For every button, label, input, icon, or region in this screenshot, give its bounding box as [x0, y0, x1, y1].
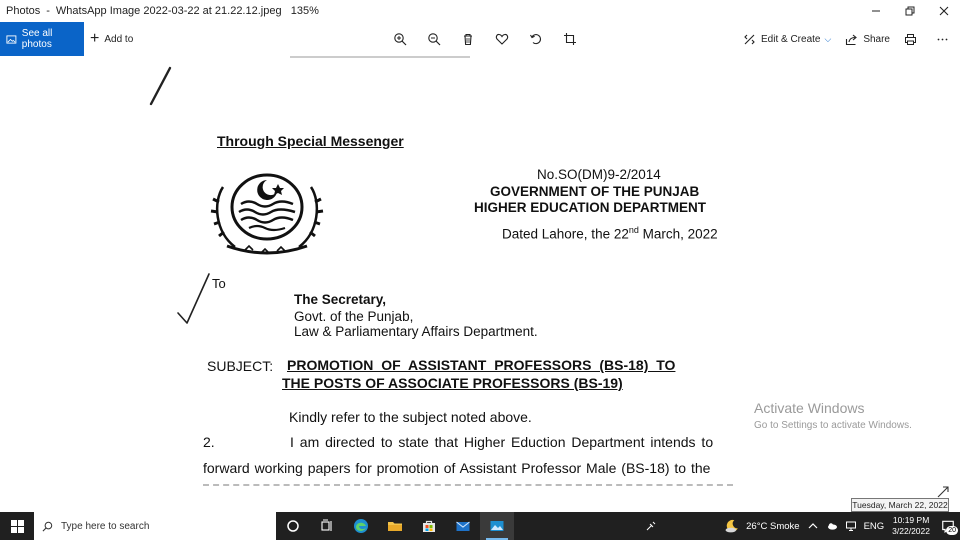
toolbar	[0, 22, 960, 56]
weather-text: 26°C Smoke	[746, 520, 800, 532]
language-text: ENG	[863, 520, 885, 532]
title-bar	[0, 0, 960, 22]
pen-workspace-button[interactable]	[645, 520, 657, 532]
cloud-icon	[826, 520, 838, 532]
windows-logo-icon	[11, 520, 24, 533]
activate-subtitle: Go to Settings to activate Windows.	[754, 420, 912, 431]
close-button[interactable]	[928, 0, 960, 22]
store-button[interactable]	[412, 512, 446, 540]
paragraph-1: Kindly refer to the subject noted above.	[289, 409, 532, 425]
delete-button[interactable]	[451, 22, 485, 56]
minimize-button[interactable]	[860, 0, 892, 22]
date-ordinal: nd	[628, 225, 639, 235]
see-all-photos-button[interactable]	[0, 22, 84, 56]
app-name: Photos	[6, 5, 41, 17]
crop-icon	[563, 32, 577, 46]
file-explorer-button[interactable]	[378, 512, 412, 540]
heart-icon	[495, 32, 509, 46]
date-suffix: March, 2022	[638, 226, 718, 242]
taskbar-clock[interactable]	[892, 515, 930, 537]
punjab-emblem-icon	[205, 162, 327, 262]
pen-mark-icon	[144, 66, 174, 106]
taskbar	[0, 512, 960, 540]
add-to-label: Add to	[104, 33, 134, 45]
activate-title: Activate Windows	[754, 400, 865, 416]
paragraph-2-line-2: forward working papers for promotion of Assistant Professor Male (BS-18) to the	[203, 460, 711, 476]
system-tray	[638, 512, 960, 540]
search-icon	[42, 521, 53, 532]
paragraph-2-number: 2.	[203, 434, 215, 450]
restore-button[interactable]	[894, 0, 926, 22]
task-view-icon	[319, 518, 335, 534]
edit-create-icon	[743, 33, 756, 46]
addressee-line-3: Law & Parliamentary Affairs Department.	[294, 324, 538, 339]
date-prefix: Dated Lahore, the 22	[502, 226, 629, 242]
subject-line-2: THE POSTS OF ASSOCIATE PROFESSORS (BS-19)	[282, 375, 623, 391]
display-button[interactable]	[845, 520, 857, 532]
pen-workspace-icon	[645, 520, 657, 532]
moon-cloud-icon	[724, 519, 740, 533]
addressee-title: The Secretary,	[294, 292, 387, 307]
edit-create-label: Edit & Create	[761, 33, 821, 45]
delivery-note: Through Special Messenger	[217, 133, 404, 149]
image-viewer[interactable]	[0, 56, 960, 512]
folder-icon	[387, 518, 403, 534]
reference-number: No.SO(DM)9-2/2014	[537, 167, 661, 182]
subject-line-1: PROMOTION OF ASSISTANT PROFESSORS (BS-18) TO	[287, 357, 676, 373]
clock-time: 10:19 PM	[892, 515, 930, 525]
window-title	[0, 5, 858, 17]
more-dots-icon	[936, 33, 949, 46]
printer-icon	[904, 33, 917, 46]
title-separator: -	[46, 5, 50, 17]
file-name: WhatsApp Image 2022-03-22 at 21.22.12.jpeg	[55, 5, 282, 17]
mail-button[interactable]	[446, 512, 480, 540]
toolbar-right	[729, 22, 954, 56]
rotate-button[interactable]	[519, 22, 553, 56]
mail-icon	[455, 518, 471, 534]
rotate-icon	[529, 32, 543, 46]
cutoff-text-line	[203, 484, 733, 488]
date-tooltip: Tuesday, March 22, 2022	[852, 500, 948, 510]
paragraph-2-line-1: I am directed to state that Higher Eduction Department intends to	[290, 434, 714, 450]
store-bag-icon	[421, 518, 437, 534]
notification-center-button[interactable]	[936, 512, 960, 540]
addressee-line-2: Govt. of the Punjab,	[294, 309, 414, 324]
crop-button[interactable]	[553, 22, 587, 56]
clock-date: 3/22/2022	[892, 526, 930, 536]
chevron-up-icon	[807, 520, 819, 532]
image-actions	[383, 22, 587, 56]
checkmark-icon	[175, 271, 211, 326]
notification-count-badge: 20	[948, 527, 956, 534]
task-view-button[interactable]	[310, 512, 344, 540]
restore-icon	[904, 5, 916, 17]
to-label: To	[212, 276, 226, 291]
language-indicator[interactable]	[864, 521, 885, 532]
share-icon	[845, 33, 858, 46]
zoom-in-button[interactable]	[383, 22, 417, 56]
letter-date	[502, 225, 718, 242]
plus-icon: +	[90, 30, 100, 47]
hidden-icons-button[interactable]	[807, 520, 819, 532]
photos-taskbar-button[interactable]	[480, 512, 514, 540]
edit-create-button[interactable]	[743, 33, 831, 46]
cortana-button[interactable]	[276, 512, 310, 540]
add-to-button[interactable]	[90, 22, 133, 56]
taskbar-search[interactable]	[34, 512, 276, 540]
minimize-icon	[870, 5, 882, 17]
government-heading: GOVERNMENT OF THE PUNJAB	[490, 184, 700, 199]
print-button[interactable]	[904, 33, 922, 46]
favorite-button[interactable]	[485, 22, 519, 56]
cortana-circle-icon	[285, 518, 301, 534]
chevron-down-icon: ⌵	[824, 33, 832, 44]
activate-windows-watermark	[754, 400, 912, 431]
see-all-photos-label: See all photos	[21, 28, 53, 50]
scan-edge-line	[290, 56, 470, 59]
photos-app-icon	[489, 518, 505, 534]
more-options-button[interactable]	[936, 33, 954, 46]
search-placeholder: Type here to search	[61, 520, 150, 532]
onedrive-button[interactable]	[826, 520, 838, 532]
zoom-in-icon	[393, 32, 407, 46]
department-heading: HIGHER EDUCATION DEPARTMENT	[474, 200, 706, 215]
share-button[interactable]	[845, 33, 890, 46]
expand-icon[interactable]	[936, 485, 950, 499]
trash-icon	[461, 32, 475, 46]
subject-label: SUBJECT:	[207, 358, 274, 374]
zoom-out-button[interactable]	[417, 22, 451, 56]
zoom-level: 135%	[290, 5, 319, 17]
share-label: Share	[863, 33, 890, 45]
zoom-out-icon	[427, 32, 441, 46]
start-button[interactable]	[0, 512, 34, 540]
edge-icon	[353, 518, 369, 534]
edge-browser-button[interactable]	[344, 512, 378, 540]
weather-widget[interactable]	[724, 519, 799, 533]
close-icon	[938, 5, 950, 17]
photo-gallery-icon	[6, 34, 17, 45]
monitor-icon	[845, 520, 857, 532]
